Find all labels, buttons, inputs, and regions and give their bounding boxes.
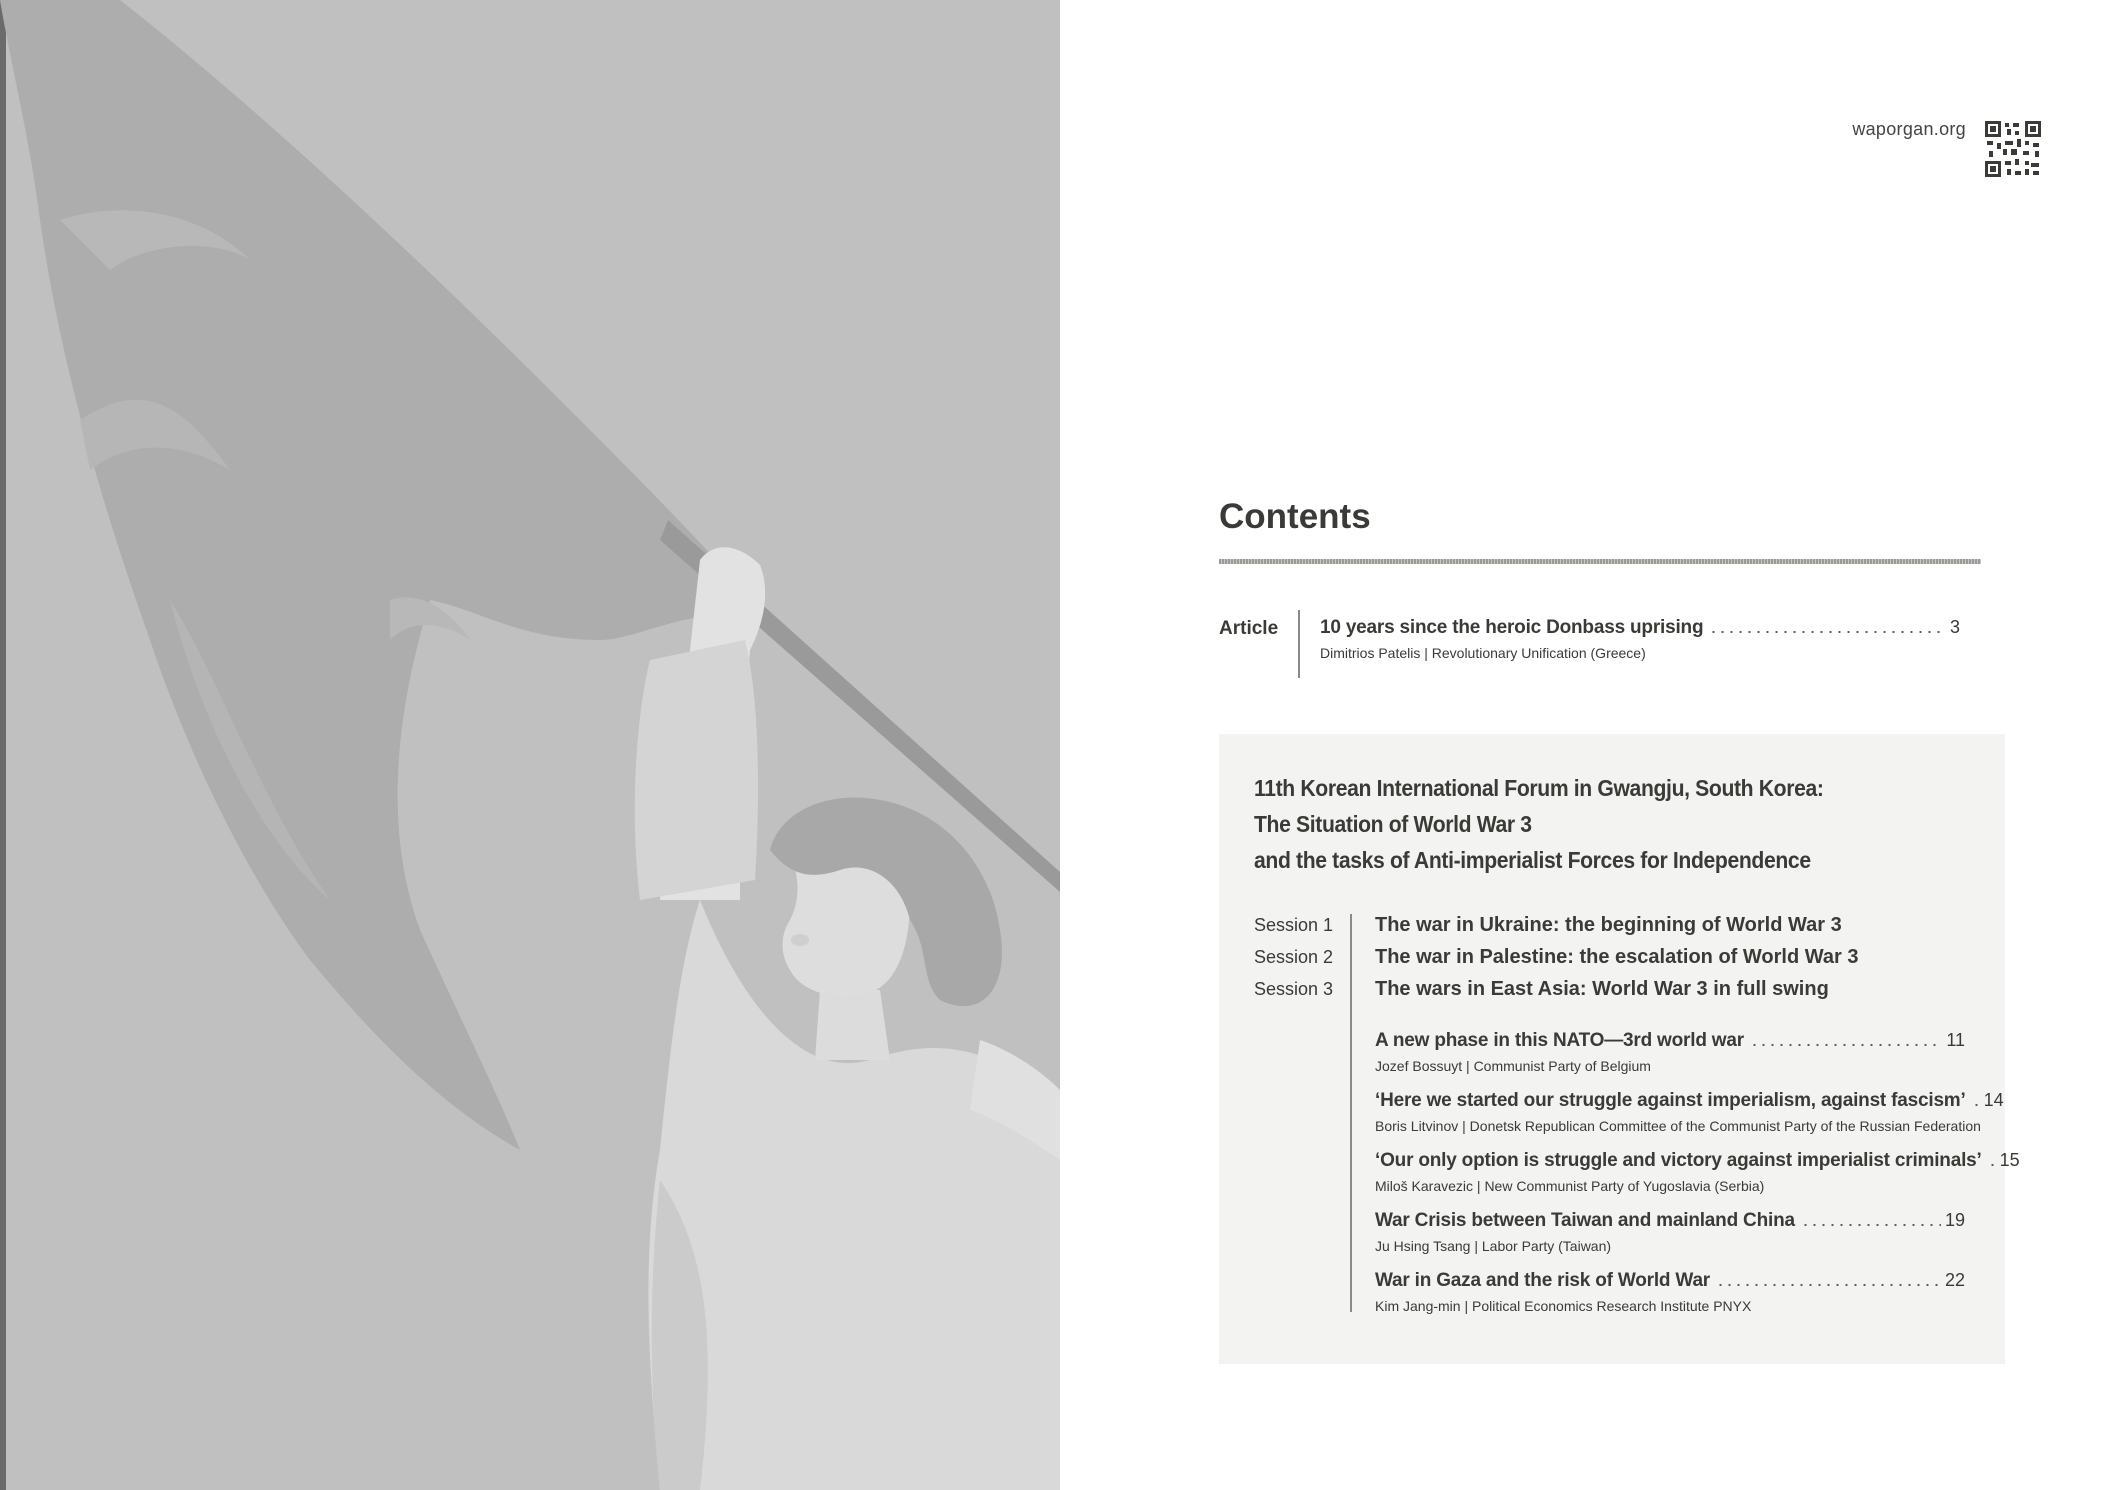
- forum-divider: [1350, 914, 1352, 1312]
- toc-page-number: 14: [1983, 1090, 2004, 1110]
- toc-page-number: 11: [1946, 1030, 1965, 1050]
- session-label: Session 2: [1254, 947, 1334, 967]
- toc-entry[interactable]: [1375, 1270, 1965, 1314]
- toc-entry-title: War in Gaza and the risk of World War: [1375, 1270, 1710, 1291]
- forum-section-title: [1254, 770, 1824, 878]
- qr-code-icon[interactable]: [1985, 121, 2041, 177]
- site-url[interactable]: waporgan.org: [1852, 119, 1966, 139]
- dot-leader: [1988, 1161, 1996, 1169]
- flag-shape: [0, 0, 770, 1150]
- toc-entry-author: Miloš Karavezic | New Communist Party of Yugoslavia (Serbia): [1375, 1178, 1765, 1194]
- toc-entry-author: Boris Litvinov | Donetsk Republican Committee of the Communist Party of the Russian Federation: [1375, 1118, 1981, 1134]
- toc-entry-article[interactable]: [1320, 617, 1960, 661]
- toc-page-number: 15: [1999, 1150, 2020, 1170]
- article-divider: [1298, 610, 1300, 678]
- toc-entry[interactable]: [1375, 1090, 2004, 1134]
- toc-entry-title: ‘Here we started our struggle against imperialism, against fascism’: [1375, 1090, 1966, 1111]
- toc-entry-author: Dimitrios Patelis | Revolutionary Unification (Greece): [1320, 645, 1646, 661]
- forum-title-line: 11th Korean International Forum in Gwangju, South Korea:: [1254, 775, 1824, 801]
- neck: [815, 990, 890, 1060]
- toc-entry-author: Jozef Bossuyt | Communist Party of Belgium: [1375, 1058, 1651, 1074]
- session-label: Session 1: [1254, 915, 1334, 935]
- session-title[interactable]: The wars in East Asia: World War 3 in full swing: [1375, 978, 1829, 1000]
- forum-title-line: and the tasks of Anti-imperialist Forces for Independence: [1254, 847, 1811, 873]
- toc-entry-title: War Crisis between Taiwan and mainland China: [1375, 1210, 1795, 1231]
- session-label: Session 3: [1254, 979, 1334, 999]
- contents-divider: [1219, 559, 1981, 564]
- contents-heading: Contents: [1219, 497, 1371, 536]
- toc-entry-author: Kim Jang-min | Political Economics Research Institute PNYX: [1375, 1298, 1752, 1314]
- toc-entry[interactable]: [1375, 1150, 2020, 1194]
- toc-entry-title: 10 years since the heroic Donbass uprising: [1320, 617, 1704, 638]
- sleeve: [635, 640, 758, 900]
- session-title[interactable]: The war in Palestine: the escalation of World War 3: [1375, 946, 1859, 968]
- forum-title-line: The Situation of World War 3: [1254, 811, 1532, 837]
- toc-page-number: 22: [1944, 1270, 1965, 1290]
- toc-page-number: 19: [1944, 1210, 1965, 1230]
- toc-entry-title: A new phase in this NATO—3rd world war: [1375, 1030, 1744, 1051]
- cheek: [791, 934, 809, 946]
- toc-entry-title: ‘Our only option is struggle and victory against imperialist criminals’: [1375, 1150, 1982, 1171]
- dot-leader: [1709, 628, 1946, 636]
- toc-entry-author: Ju Hsing Tsang | Labor Party (Taiwan): [1375, 1238, 1612, 1254]
- dot-leader: [1972, 1101, 1980, 1109]
- toc-entry[interactable]: [1375, 1210, 1965, 1254]
- toc-page-number: 3: [1949, 617, 1960, 637]
- article-section-label: Article: [1219, 618, 1279, 639]
- dot-leader: [1750, 1041, 1942, 1049]
- dot-leader: [1716, 1281, 1941, 1289]
- session-title[interactable]: The war in Ukraine: the beginning of World War 3: [1375, 914, 1842, 936]
- dot-leader: [1801, 1221, 1941, 1229]
- toc-entry[interactable]: [1375, 1030, 1965, 1074]
